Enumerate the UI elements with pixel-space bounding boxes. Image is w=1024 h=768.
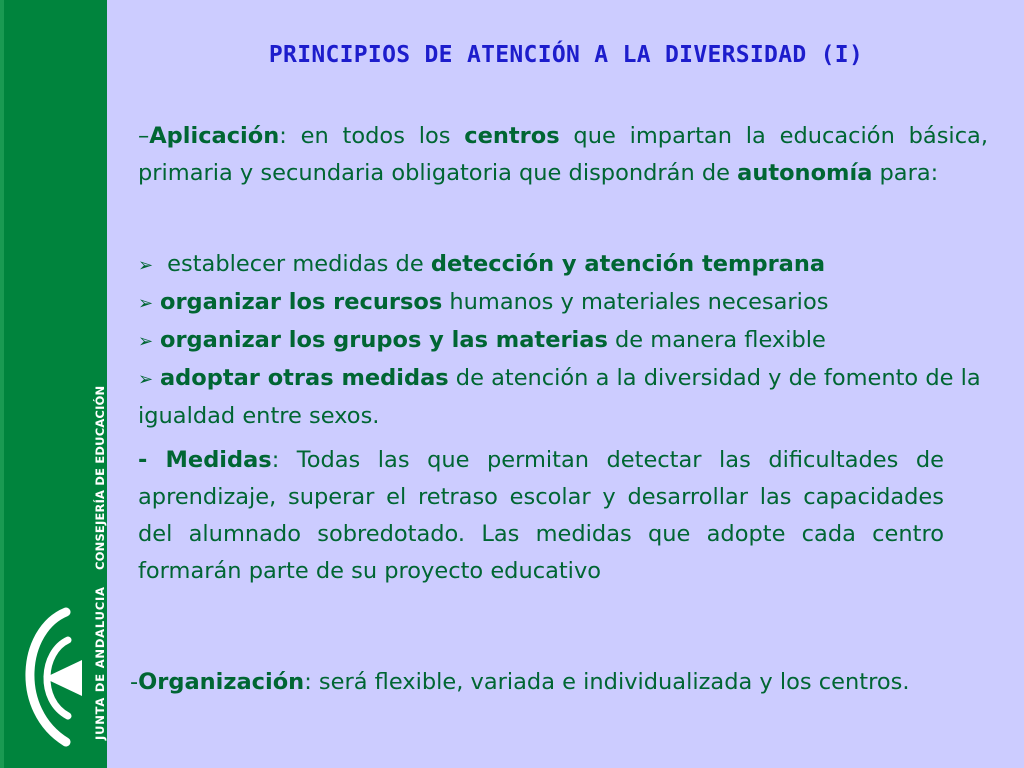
organizacion-dash: - <box>130 669 139 695</box>
bullet-bold: organizar los recursos <box>160 289 443 315</box>
aplicacion-text-2: que impartan la educación básica, primaria y secundaria obligatoria que dispondrán de <box>138 123 988 186</box>
bullet-bold: detección y atención temprana <box>430 251 826 277</box>
bullet-item <box>138 322 994 360</box>
aplicacion-bold-autonomia: autonomía <box>737 160 873 186</box>
aplicacion-text-1: : en todos los <box>279 123 465 149</box>
aplicacion-paragraph <box>138 118 988 192</box>
aplicacion-bold-centros: centros <box>464 123 560 149</box>
aplicacion-term: Aplicación <box>149 123 280 149</box>
organizacion-text: : será flexible, variada e individualizada y los centros. <box>304 669 910 695</box>
bullet-item <box>138 284 994 322</box>
arrow-bullet-icon: ➢ <box>138 293 154 314</box>
sidebar-junta-text: JUNTA DE ANDALUCIA <box>93 586 107 740</box>
medidas-paragraph <box>138 442 944 590</box>
bullet-list <box>138 246 994 435</box>
bullet-post: de atención a la diversidad y de fomento de la igualdad entre sexos. <box>138 365 981 429</box>
bullet-bold: organizar los grupos y las materias <box>160 327 608 353</box>
organizacion-term: Organización <box>138 669 305 695</box>
arrow-bullet-icon: ➢ <box>138 331 154 352</box>
sidebar-consejeria-text: CONSEJERÍA DE EDUCACIÓN <box>93 385 107 570</box>
aplicacion-dash: – <box>138 123 150 149</box>
bullet-bold: adoptar otras medidas <box>160 365 449 391</box>
bullet-item <box>138 246 994 284</box>
sidebar <box>0 0 107 768</box>
medidas-dash: - <box>138 447 166 473</box>
medidas-text: : Todas las que permitan detectar las dificultades de aprendizaje, superar el retraso escolar y desarrollar las capacidades del alumnado sobredotado. Las medidas que adopte cada centro formarán parte de su proyecto educativo <box>138 447 945 584</box>
aplicacion-text-3: para: <box>872 160 939 186</box>
junta-andalucia-logo-icon <box>4 600 86 750</box>
bullet-post: humanos y materiales necesarios <box>442 289 829 315</box>
arrow-bullet-icon: ➢ <box>138 369 154 390</box>
medidas-term: Medidas <box>165 447 272 473</box>
bullet-pre: establecer medidas de <box>160 251 431 277</box>
bullet-item <box>138 360 994 435</box>
page-title: PRINCIPIOS DE ATENCIÓN A LA DIVERSIDAD (I) <box>268 42 864 68</box>
bullet-post: de manera flexible <box>607 327 826 353</box>
organizacion-paragraph <box>130 664 940 701</box>
arrow-bullet-icon: ➢ <box>138 255 154 276</box>
